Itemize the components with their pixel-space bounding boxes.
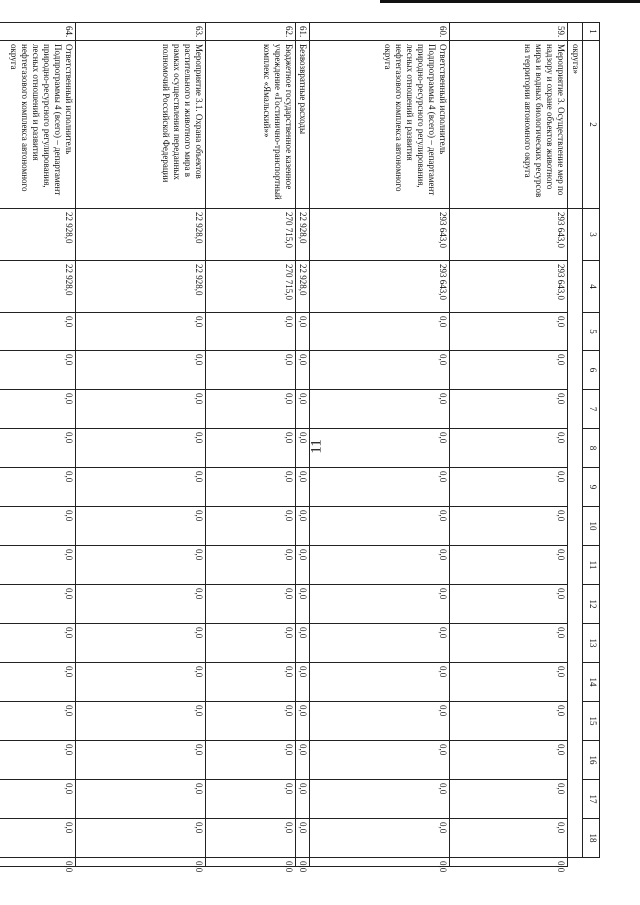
row-number: 60. [310,23,450,41]
header-cell: 1 [583,23,600,41]
value-col-13: 0,0 [206,624,296,663]
value-col-5: 0,0 [310,313,450,351]
value-col-10: 0,0 [0,507,76,546]
value-col-7: 0,0 [450,390,568,429]
value-col-14: 0,0 [0,663,76,702]
value-col-11: 0,0 [76,546,206,585]
value-col-12: 0,0 [206,585,296,624]
value-col-14: 0,0 [450,663,568,702]
value-col-8: 0,0 [450,429,568,468]
value-col-8: 0,0 [206,429,296,468]
value-col-6: 0,0 [0,351,76,390]
value-col-15: 0,0 [76,702,206,741]
value-col-5: 0,0 [206,313,296,351]
value-col-5: 0,0 [0,313,76,351]
value-col-3: 270 715,0 [206,209,296,261]
value-col-9: 0,0 [76,468,206,507]
header-cell: 17 [583,780,600,819]
row-number: 59. [450,23,568,41]
value-col-13: 0,0 [450,624,568,663]
row-number: 62. [206,23,296,41]
value-col-16: 0,0 [206,741,296,780]
value-col-18: 0,0 [296,819,310,858]
table-row [206,23,296,867]
value-col-16: 0,0 [0,741,76,780]
value-col-7: 0,0 [206,390,296,429]
header-cell: 3 [583,209,600,261]
value-col-11: 0,0 [310,546,450,585]
header-cell: 14 [583,663,600,702]
table-row [450,23,568,867]
value-col-4: 22 928,0 [76,261,206,313]
value-col-18: 0,0 [0,819,76,858]
value-col-18: 0,0 [206,819,296,858]
value-col-19: 0,0 [450,858,568,867]
value-col-17: 0,0 [0,780,76,819]
value-col-19: 0,0 [296,858,310,867]
header-cell: 16 [583,741,600,780]
row-number: 63. [76,23,206,41]
page-number: 11 [308,439,325,454]
value-col-10: 0,0 [76,507,206,546]
value-col-4: 22 928,0 [296,261,310,313]
value-col-16: 0,0 [450,741,568,780]
value-col-6: 0,0 [310,351,450,390]
value-col-17: 0,0 [450,780,568,819]
value-col-19: 0,0 [310,858,450,867]
value-col-7: 0,0 [310,390,450,429]
table-row [310,23,450,867]
value-col-15: 0,0 [310,702,450,741]
row-name: Мероприятие 3.1. Охрана объектов растительного и животного мира в рамках осуществления переданных полномочий Российской Федерации [76,41,206,209]
value-col-4: 293 643,0 [450,261,568,313]
value-col-10: 0,0 [296,507,310,546]
row-number: 64. [0,23,76,41]
value-col-13: 0,0 [310,624,450,663]
value-col-3: 22 928,0 [296,209,310,261]
value-col-8: 0,0 [76,429,206,468]
row-name: Мероприятие 3. Осуществление мер по надзору и охране объектов животного мира и водных биологических ресурсов на территории автономного округа [450,41,568,209]
rotated-table-frame [9,22,600,873]
header-cell: 7 [583,390,600,429]
table-row [76,23,206,867]
table-body [0,23,600,873]
value-col-11: 0,0 [296,546,310,585]
value-col-10: 0,0 [310,507,450,546]
value-col-13: 0,0 [0,624,76,663]
value-col-16: 0,0 [296,741,310,780]
header-cell: 12 [583,585,600,624]
value-col-18: 0,0 [310,819,450,858]
value-col-9: 0,0 [206,468,296,507]
value-col-19: 0,0 [206,858,296,867]
header-cell: 6 [583,351,600,390]
header-cell: 5 [583,313,600,351]
value-col-7: 0,0 [296,390,310,429]
value-col-8: 0,0 [310,429,450,468]
value-col-17: 0,0 [76,780,206,819]
value-col-14: 0,0 [206,663,296,702]
row-name: Бюджетное государственное казенное учреждение «Гостинично-транспортный комплекс «Ямальский»» [206,41,296,209]
value-col-10: 0,0 [206,507,296,546]
row-number: 61. [296,23,310,41]
value-col-4: 270 715,0 [206,261,296,313]
header-cell: 13 [583,624,600,663]
value-col-19: 0,0 [76,858,206,867]
row-name: Ответственный исполнитель Подпрограммы 4 (всего) – департамент природно-ресурсного регулирования, лесных отношений и развития нефтегазового комплекса автономного округа [0,41,76,209]
value-col-5: 0,0 [296,313,310,351]
value-col-16: 0,0 [76,741,206,780]
value-col-11: 0,0 [0,546,76,585]
value-col-4: 293 643,0 [310,261,450,313]
value-col-5: 0,0 [76,313,206,351]
value-col-18: 0,0 [450,819,568,858]
value-col-6: 0,0 [450,351,568,390]
value-col-11: 0,0 [206,546,296,585]
value-col-9: 0,0 [310,468,450,507]
value-col-6: 0,0 [76,351,206,390]
value-col-11: 0,0 [450,546,568,585]
value-col-15: 0,0 [450,702,568,741]
value-col-17: 0,0 [296,780,310,819]
value-col-4: 22 928,0 [0,261,76,313]
value-col-13: 0,0 [296,624,310,663]
header-cell: 10 [583,507,600,546]
value-col-7: 0,0 [76,390,206,429]
row-name: Ответственный исполнитель Подпрограммы 4 (всего) – департамент природно-ресурсного регулирования, лесных отношений и развития нефтегазового комплекса автономного округа [310,41,450,209]
header-cell: 2 [583,41,600,209]
value-col-19: 0,0 [0,858,76,867]
value-col-15: 0,0 [206,702,296,741]
value-col-8: 0,0 [296,429,310,468]
budget-table [0,22,600,873]
cont-fill [568,209,583,858]
header-cell: 8 [583,429,600,468]
continuation-text: округа» [568,41,583,209]
header-cell: 18 [583,819,600,858]
value-col-9: 0,0 [450,468,568,507]
table-row [296,23,310,867]
header-cell: 15 [583,702,600,741]
value-col-14: 0,0 [296,663,310,702]
value-col-3: 293 643,0 [310,209,450,261]
value-col-10: 0,0 [450,507,568,546]
value-col-12: 0,0 [310,585,450,624]
header-cell: 4 [583,261,600,313]
value-col-15: 0,0 [0,702,76,741]
value-col-14: 0,0 [76,663,206,702]
value-col-3: 22 928,0 [0,209,76,261]
value-col-7: 0,0 [0,390,76,429]
value-col-17: 0,0 [206,780,296,819]
value-col-12: 0,0 [76,585,206,624]
value-col-14: 0,0 [310,663,450,702]
value-col-9: 0,0 [0,468,76,507]
header-cell: 11 [583,546,600,585]
value-col-15: 0,0 [296,702,310,741]
row-name: Безвозвратные расходы [296,41,310,209]
value-col-12: 0,0 [296,585,310,624]
table-row [0,23,76,867]
value-col-16: 0,0 [310,741,450,780]
value-col-18: 0,0 [76,819,206,858]
value-col-5: 0,0 [450,313,568,351]
value-col-13: 0,0 [76,624,206,663]
header-cell: 9 [583,468,600,507]
header-row [583,23,600,867]
value-col-3: 22 928,0 [76,209,206,261]
value-col-9: 0,0 [296,468,310,507]
value-col-12: 0,0 [0,585,76,624]
top-rule [380,0,640,3]
value-col-12: 0,0 [450,585,568,624]
continuation-row [568,23,583,867]
value-col-17: 0,0 [310,780,450,819]
value-col-6: 0,0 [296,351,310,390]
value-col-8: 0,0 [0,429,76,468]
value-col-3: 293 643,0 [450,209,568,261]
value-col-6: 0,0 [206,351,296,390]
cont-empty [568,23,583,41]
